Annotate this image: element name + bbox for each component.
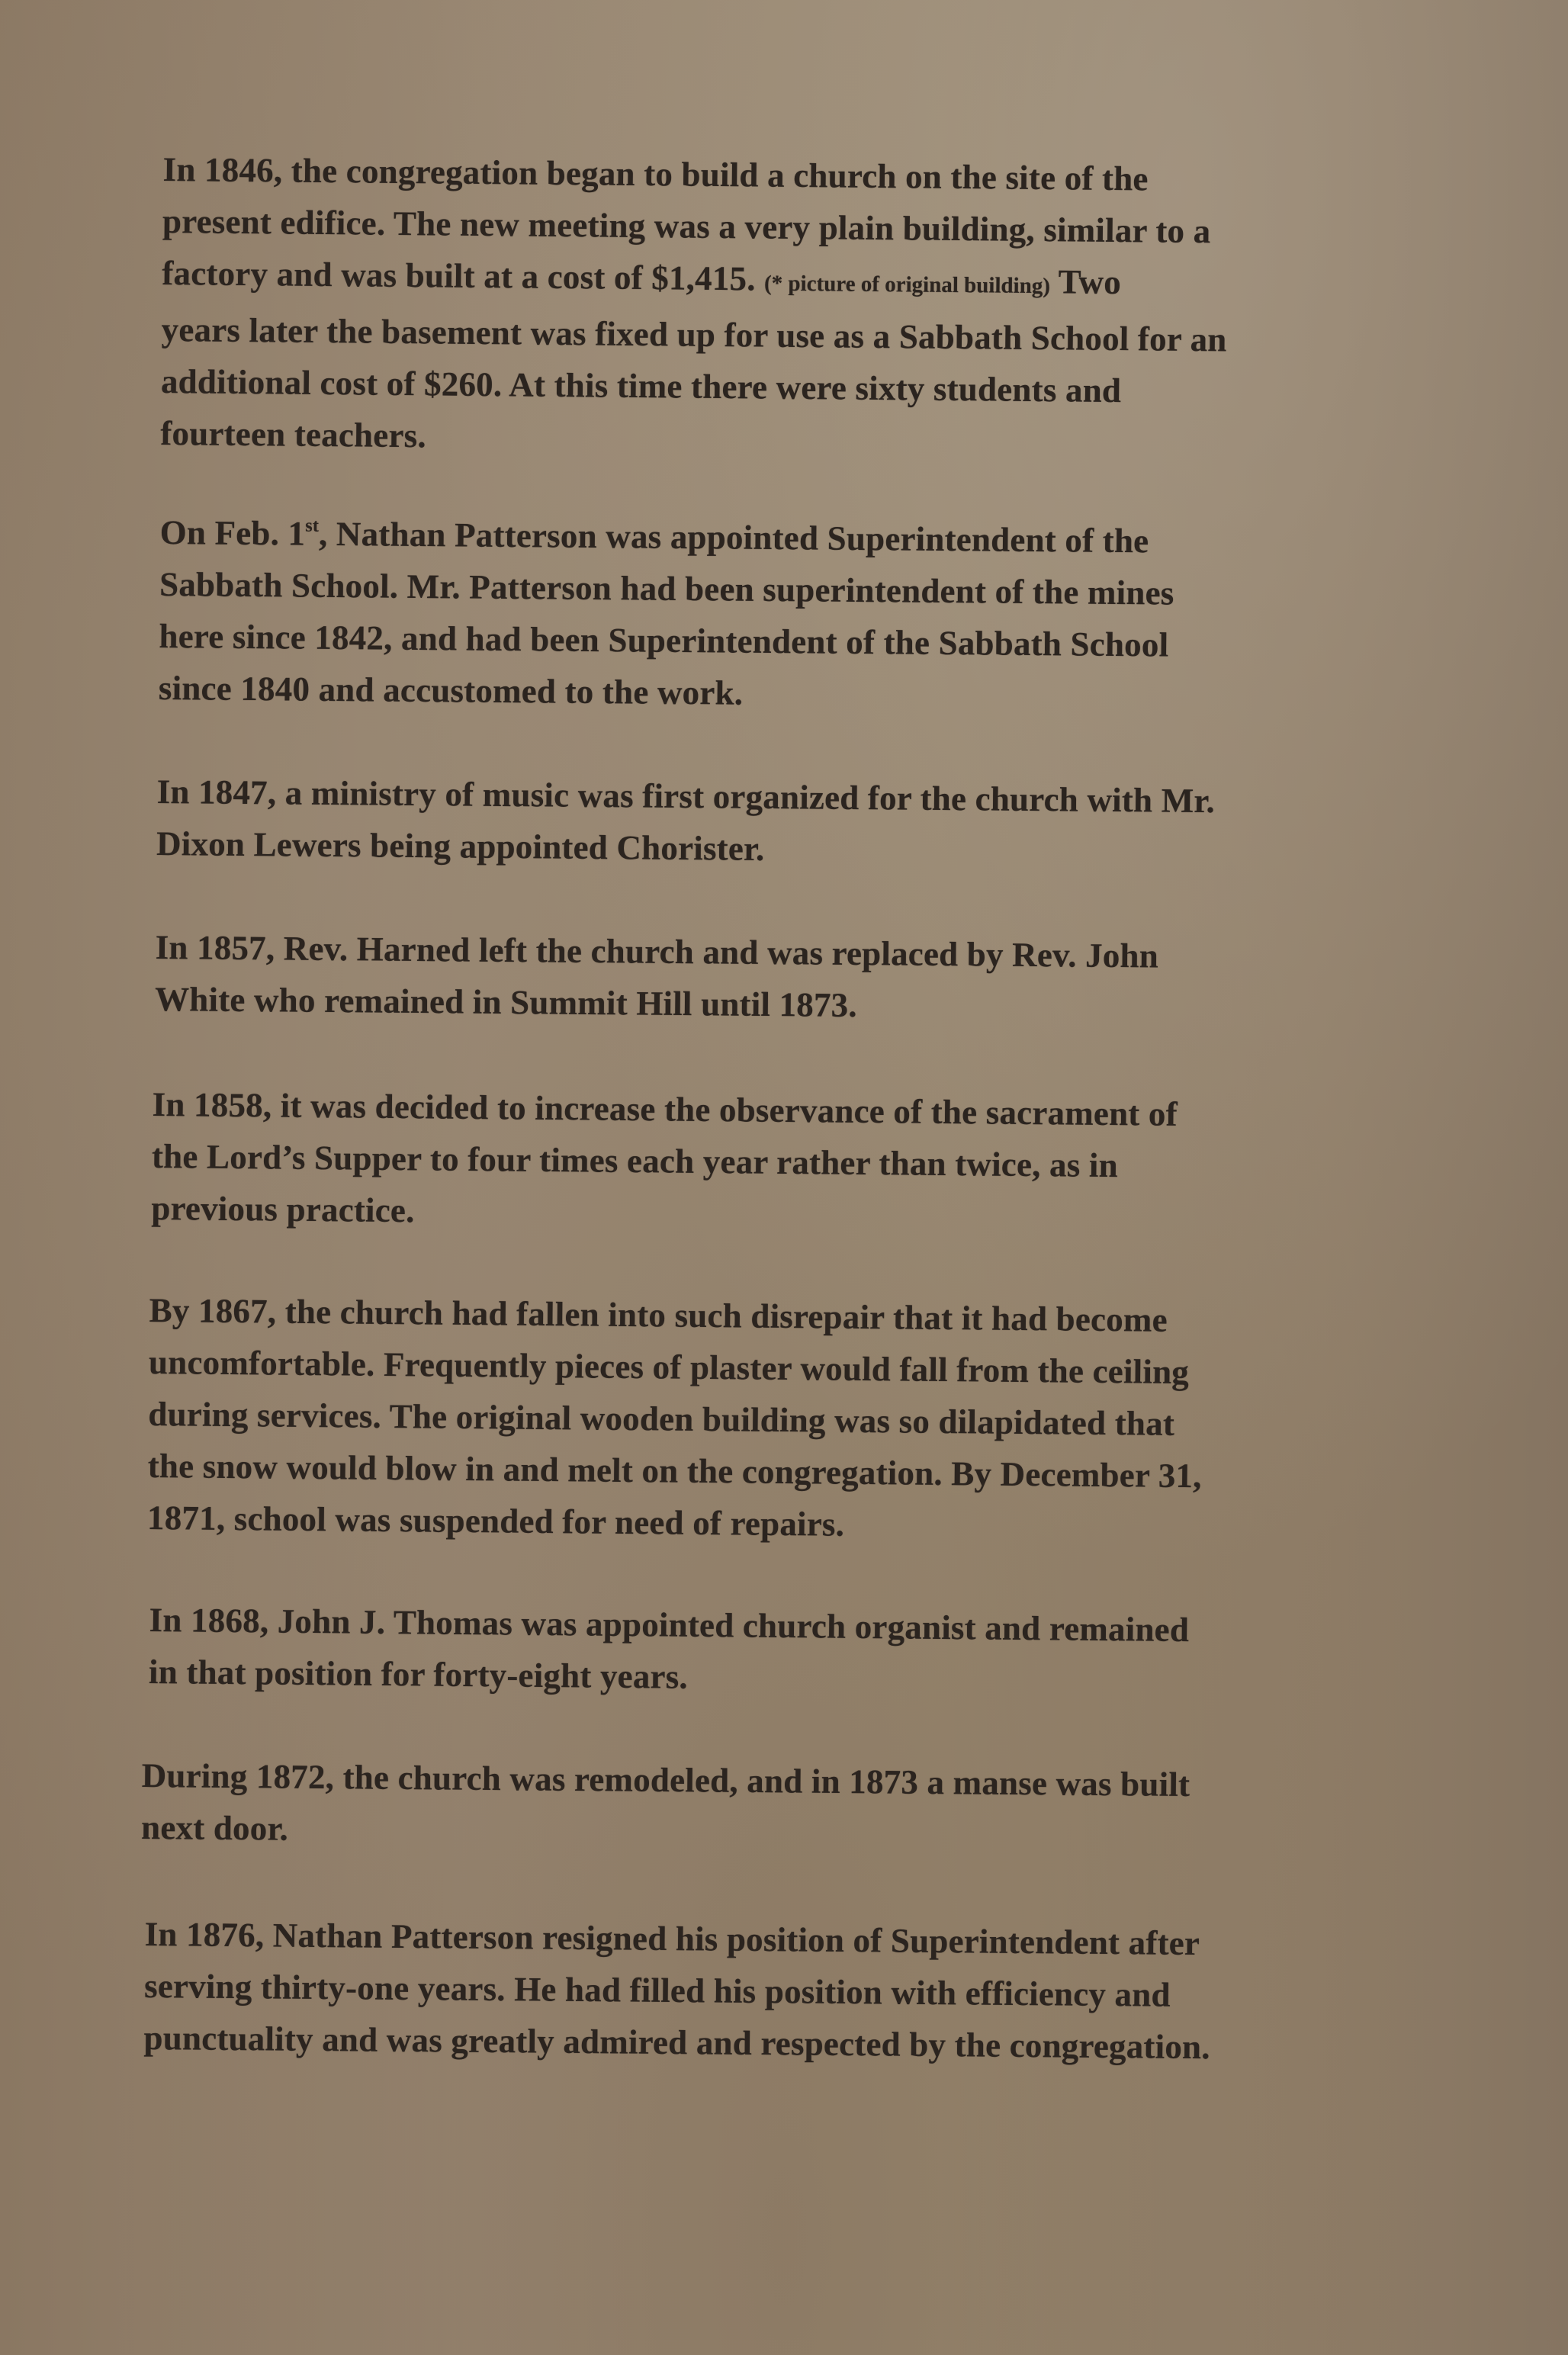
text-line: uncomfortable. Frequently pieces of plaster would fall from the ceiling <box>148 1342 1190 1392</box>
paragraph-1858-sacrament <box>151 1078 1178 1244</box>
text-line: In 1858, it was decided to increase the observance of the sacrament of <box>152 1084 1178 1133</box>
text-line: In 1857, Rev. Harned left the church and was replaced by Rev. John <box>155 927 1159 975</box>
text-line: punctuality and was greatly admired and respected by the congregation. <box>143 2018 1210 2067</box>
text-line: present edifice. The new meeting was a very plain building, similar to a <box>162 201 1211 251</box>
text-line: By 1867, the church had fallen into such disrepair that it had become <box>149 1290 1168 1339</box>
picture-note: (* picture of original building) <box>763 271 1051 299</box>
text-line: during services. The original wooden building was so dilapidated that <box>148 1394 1175 1443</box>
text-line: the snow would blow in and melt on the congregation. By December 31, <box>147 1446 1202 1496</box>
paragraph-1846-church-construction <box>160 143 1229 469</box>
text-line: White who remained in Summit Hill until 1873. <box>154 979 858 1025</box>
text-line: In 1847, a ministry of music was first organized for the church with Mr. <box>156 772 1216 821</box>
text-line: During 1872, the church was remodeled, and in 1873 a manse was built <box>141 1756 1190 1804</box>
text-segment: On Feb. 1 <box>159 512 306 553</box>
text-line: in that position for forty-eight years. <box>148 1652 689 1696</box>
paragraph-1847-music-ministry <box>156 766 1215 879</box>
text-line: serving thirty-one years. He had filled his position with efficiency and <box>143 1966 1171 2014</box>
text-line: In 1876, Nathan Patterson resigned his position of Superintendent after <box>144 1914 1200 1963</box>
text-segment: , Nathan Patterson was appointed Superintendent of the <box>318 514 1149 561</box>
text-line: here since 1842, and had been Superintendent of the Sabbath School <box>159 616 1169 664</box>
text-segment: Two <box>1058 262 1122 302</box>
text-line: fourteen teachers. <box>160 413 427 455</box>
text-line: years later the basement was fixed up for use as a Sabbath School for an <box>161 310 1227 359</box>
text-line: In 1846, the congregation began to build a church on the site of the <box>162 149 1149 198</box>
text-line: Sabbath School. Mr. Patterson had been superintendent of the mines <box>159 564 1174 612</box>
ordinal-suffix: st <box>305 516 320 536</box>
paragraph-patterson-appointed <box>159 506 1175 723</box>
text-line: In 1868, John J. Thomas was appointed church organist and remained <box>149 1600 1190 1650</box>
text-line <box>162 247 1228 313</box>
text-line: since 1840 and accustomed to the work. <box>158 668 744 712</box>
text-line: 1871, school was suspended for need of repairs. <box>146 1498 845 1544</box>
paragraph-1868-organist <box>149 1594 1190 1708</box>
text-line: additional cost of $260. At this time there were sixty students and <box>160 361 1122 410</box>
paragraph-1857-rev-harned <box>155 921 1159 1033</box>
text-line <box>159 506 1174 567</box>
paragraph-1872-remodel <box>141 1749 1190 1862</box>
paragraph-1876-patterson-resigns <box>143 1908 1211 2073</box>
text-line: Dixon Lewers being appointed Chorister. <box>156 824 765 868</box>
text-line: the Lord’s Supper to four times each year rather than twice, as in <box>151 1136 1119 1185</box>
text-segment: factory and was built at a cost of $1,415. <box>162 253 756 298</box>
text-line: previous practice. <box>151 1188 415 1230</box>
text-line: next door. <box>140 1807 289 1848</box>
paragraph-1867-disrepair <box>147 1284 1203 1553</box>
